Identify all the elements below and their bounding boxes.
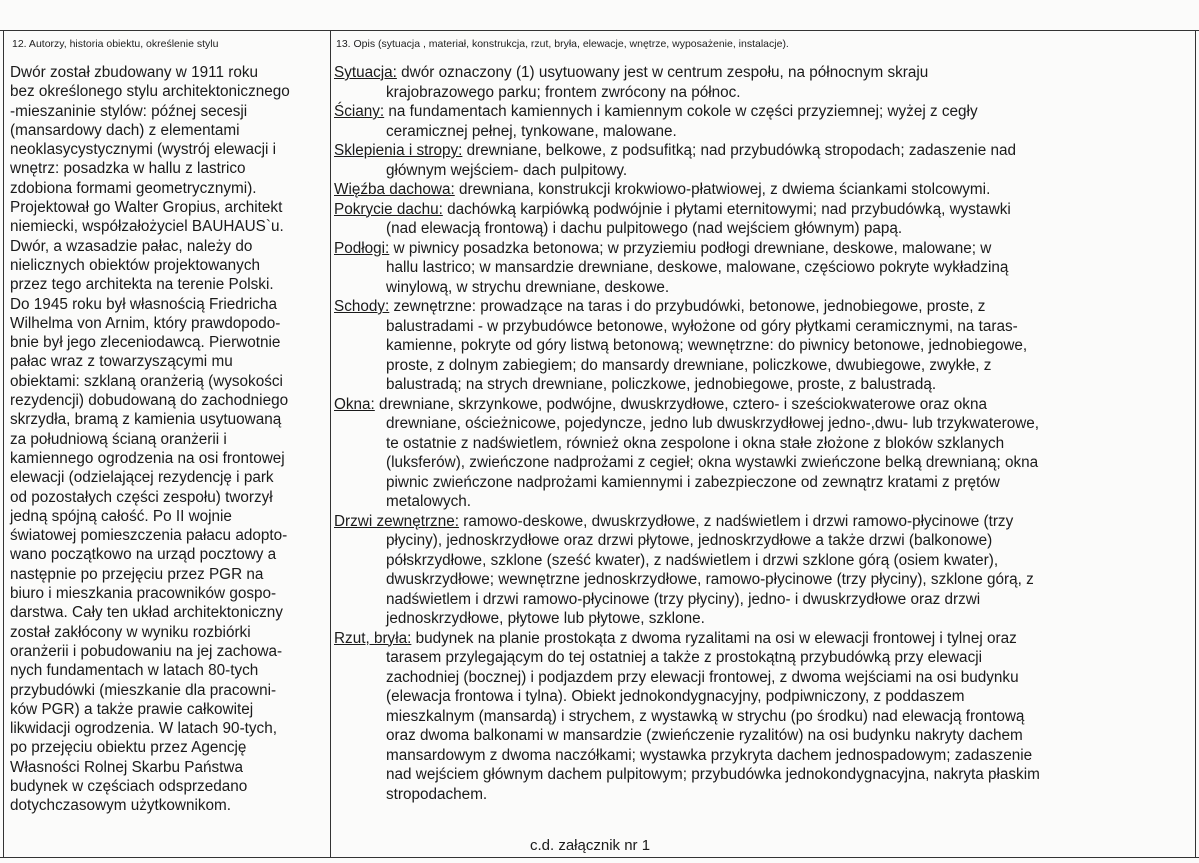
history-line: światowej pomieszczenia pałacu adopto- (10, 527, 288, 545)
entry-text: mieszkalnym (mansardą) i strychem, z wystawką w strychu (po środku) nad elewacją frontową (386, 707, 1025, 725)
entry-label: Sklepienia i stropy: (334, 142, 463, 159)
description-line (334, 590, 1194, 610)
description-line (334, 531, 1194, 551)
description-line (334, 83, 1194, 103)
entry-text: jednoskrzydłowe, płytowe lub płytowe, szklone. (386, 610, 705, 627)
history-line: skrzydła, bramą z kamienia usytuowaną (10, 411, 282, 429)
history-line: -mieszaninie stylów: późnej secesji (10, 102, 248, 120)
entry-text: zachodniej (bocznej) i podjazdem przy elewacji frontowej, z dwoma wejściami na osi budynku (386, 668, 1019, 686)
description-entry (334, 141, 1194, 161)
description-line (334, 473, 1194, 493)
entry-text: nadświetlem i drzwi ramowo-płycinowe (trzy płyciny), jedno- i dwuskrzydłowe oraz drzwi (386, 590, 981, 608)
entry-text: krajobrazowego parku; frontem zwrócony na północ. (386, 83, 741, 101)
description-line (334, 258, 1194, 278)
description-entry (334, 200, 1194, 220)
column-divider (330, 30, 331, 858)
entry-text: ceramicznej pełnej, tynkowane, malowane. (386, 122, 677, 140)
entry-text: w piwnicy posadzka betonowa; w przyziemiu podłogi drewniane, deskowe, malowane; w (389, 239, 992, 257)
description-line (334, 336, 1194, 356)
history-line: likwidacji ogrodzenia. W latach 90-tych, (10, 720, 277, 738)
description-entry (334, 180, 1194, 200)
entry-label: Drzwi zewnętrzne: (334, 512, 459, 530)
description-entry (334, 297, 1194, 317)
history-line: bnie był jego zleceniodawcą. Pierwotnie (10, 334, 281, 352)
history-line: jedną spójną całość. Po II wojnie (10, 507, 232, 525)
history-line: nielicznych obiektów projektowanych (10, 256, 260, 274)
description-line (334, 609, 1194, 629)
history-text (10, 63, 328, 816)
description-line (334, 278, 1194, 298)
section-13-header: 13. Opis (sytuacja , materiał, konstrukcja, rzut, bryła, elewacje, wnętrze, wyposażenie, instalacje). (336, 38, 789, 50)
entry-label: Schody: (334, 298, 390, 315)
entry-text: (luksferów), zwieńczone nadprożami z cegieł; okna wystawki zwieńczone belką drewnianą; okna (386, 454, 1039, 471)
history-line: (mansardowy dach) z elementami (10, 121, 240, 139)
history-line: za południową ścianą oranżerii i (10, 430, 227, 448)
history-line: bez określonego stylu architektonicznego (10, 83, 290, 101)
history-line: budynek w częściach odsprzedano (10, 777, 248, 795)
description-line (334, 551, 1194, 571)
description-text (334, 63, 1194, 804)
entry-label: Ściany: (334, 103, 385, 120)
entry-label: Pokrycie dachu: (334, 200, 443, 218)
history-line: Dwór, a wzasadzie pałac, należy do (10, 237, 253, 255)
description-entry (334, 629, 1194, 649)
entry-text: zewnętrzne: prowadzące na taras i do przybudówki, betonowe, jednobiegowe, proste, z (389, 298, 986, 315)
section-12-header: 12. Autorzy, historia obiektu, określenie stylu (12, 38, 219, 50)
description-line (334, 434, 1194, 454)
entry-text: dwór oznaczony (1) usytuowany jest w centrum zespołu, na północnym skraju (396, 64, 929, 81)
continuation-note: c.d. załącznik nr 1 (530, 837, 651, 854)
description-line (334, 648, 1194, 668)
description-line (334, 785, 1194, 805)
entry-text: oraz dwoma balkonami w mansardzie (zwieńczenie ryzalitów) na osi budynku nakryty dachem (386, 727, 1023, 744)
entry-text: dwuskrzydłowe; wewnętrzne jednoskrzydłowe, ramowo-płycinowe (trzy płyciny), szklone górą, z (386, 571, 1034, 588)
entry-label: Podłogi: (334, 239, 390, 257)
entry-text: półskrzydłowe, szklone (sześć kwater), z nadświetlem i drzwi szklone górą (osiem kwater), (386, 551, 999, 569)
entry-text: metalowych. (386, 493, 472, 510)
history-line: wano początkowo na urząd pocztowy a (10, 546, 277, 564)
description-line (334, 726, 1194, 746)
history-line: został zakłócony w wyniku rozbiórki (10, 623, 251, 641)
history-line: obiektami: szklaną oranżerią (wysokości (10, 372, 283, 390)
description-line (334, 707, 1194, 727)
description-line (334, 414, 1194, 434)
history-line: pałac wraz z towarzyszącymi mu (10, 353, 233, 371)
entry-text: budynek na planie prostokąta z dwoma ryzalitami na osi w elewacji frontowej i tylnej oraz (411, 629, 1017, 647)
description-line (334, 746, 1194, 766)
entry-text: dachówką karpiówką podwójnie i płytami eternitowymi; nad przybudówką, wystawki (442, 200, 1011, 218)
entry-text: piwnic zwieńczone nadprożami kamiennymi i zabezpieczone od zewnątrz kratami z prętów (386, 473, 1000, 491)
entry-label: Okna: (334, 395, 375, 413)
entry-text: hallu lastrico; w mansardzie drewniane, deskowe, malowane, częściowo pokryte wykładziną (386, 259, 1009, 276)
entry-label: Sytuacja: (334, 64, 397, 81)
entry-text: (elewacja frontowa i tylna). Obiekt jednokondygnacyjny, podpiwniczony, z poddaszem (386, 688, 965, 705)
history-line: biuro i mieszkania pracowników gospo- (10, 585, 277, 603)
entry-text: (nad elewacją frontową) i dachu pulpitowego (nad wejściem głównym) papą. (386, 220, 903, 237)
history-line: Do 1945 roku był własnością Friedricha (10, 295, 277, 313)
entry-label: Więźba dachowa: (334, 181, 455, 198)
entry-text: kamienne, pokryte od góry listwą betonową; wewnętrzne: do piwnicy betonowe, jednobiegowe, (386, 337, 1028, 354)
frame-left-border (3, 30, 4, 858)
history-line: neoklasycystycznymi (wystrój elewacji i (10, 141, 277, 159)
description-entry (334, 395, 1194, 415)
description-line (334, 375, 1194, 395)
entry-text: winylową, w strychu drewniane, deskowe. (386, 278, 670, 296)
description-line (334, 317, 1194, 337)
history-line: przybudówki (mieszkanie dla pracowni- (10, 681, 277, 699)
description-entry (334, 239, 1194, 259)
history-line: zdobiona formami geometrycznymi). (10, 179, 257, 197)
entry-text: te ostatnie z nadświetlem, również okna zespolone i okna stałe złożone z bloków szklanych (386, 434, 1005, 452)
entry-text: płyciny), jednoskrzydłowe oraz drzwi płytowe, jednoskrzydłowe a także drzwi (balkonowe) (386, 532, 993, 549)
history-line: darstwa. Cały ten układ architektoniczny (10, 604, 283, 622)
history-line: Projektował go Walter Gropius, architekt (10, 199, 283, 217)
entry-text: ramowo-deskowe, dwuskrzydłowe, z nadświetlem i drzwi ramowo-płycinowe (trzy (458, 512, 1014, 530)
history-line: od pozostałych części zespołu) tworzył (10, 488, 273, 506)
history-line: Wilhelma von Arnim, który prawdopodo- (10, 314, 281, 332)
entry-text: tarasem przylegającym do tej ostatniej a także z prostokątną przybudówką przy elewacji (386, 649, 983, 666)
description-entry (334, 512, 1194, 532)
description-line (334, 492, 1194, 512)
entry-text: głównym wejściem- dach pulpitowy. (386, 161, 628, 179)
entry-text: drewniane, ościeżnicowe, pojedyncze, jedno lub dwuskrzydłowej jedno-,dwu- lub trzykwaterowe, (386, 415, 1040, 432)
description-entry (334, 102, 1194, 122)
history-line: nych fundamentach w latach 80-tych (10, 662, 259, 680)
history-line: ków PGR) a także prawie całkowitej (10, 700, 254, 718)
entry-text: proste, z dolnym zabiegiem; do mansardy drewniane, policzkowe, dwubiegowe, zwykłe, z (386, 356, 992, 374)
frame-right-border (1195, 30, 1196, 858)
history-line: Własności Rolnej Skarbu Państwa (10, 758, 243, 776)
history-line: niemiecki, współzałożyciel BAUHAUS`u. (10, 218, 284, 236)
entry-label: Rzut, bryła: (334, 629, 412, 647)
entry-text: nad wejściem głównym dachem pulpitowym; przybudówka jednokondygnacyjna, nakryta płaskim (386, 766, 1040, 783)
history-line: dotychczasowym użytkownikom. (10, 797, 232, 815)
history-line: Dwór został zbudowany w 1911 roku (10, 64, 258, 81)
entry-text: drewniana, konstrukcji krokwiowo-płatwiowej, z dwiema ściankami stolcowymi. (454, 181, 991, 198)
frame-top-border (0, 30, 1199, 31)
history-line: po przejęciu obiektu przez Agencję (10, 739, 247, 757)
history-line: rezydencji) dobudowaną do zachodniego (10, 392, 289, 410)
description-line (334, 570, 1194, 590)
frame-bottom-border (0, 857, 1199, 858)
history-line: oranżerii i pobudowaniu na jej zachowa- (10, 642, 283, 660)
history-line: przez tego architekta na terenie Polski. (10, 276, 274, 294)
description-entry (334, 63, 1194, 83)
description-line (334, 668, 1194, 688)
description-line (334, 356, 1194, 376)
history-line: kamiennego ogrodzenia na osi frontowej (10, 449, 285, 467)
entry-text: balustradami - w przybudówce betonowe, wyłożone od góry płytkami ceramicznymi, na taras- (386, 317, 1018, 335)
description-line (334, 765, 1194, 785)
entry-text: na fundamentach kamiennych i kamiennym cokole w części przyziemnej; wyżej z cegły (384, 103, 978, 120)
entry-text: stropodachem. (386, 785, 488, 803)
history-line: następnie po przejęciu przez PGR na (10, 565, 264, 583)
description-line (334, 219, 1194, 239)
entry-text: mansardowym z dwoma naczółkami; wystawka przykryta dachem jednospadowym; zadaszenie (386, 746, 1033, 764)
entry-text: balustradą; na strych drewniane, policzkowe, jednobiegowe, proste, z balustradą. (386, 376, 937, 393)
description-line (334, 161, 1194, 181)
history-line: elewacji (odzielającej rezydencję i park (10, 469, 274, 487)
description-line (334, 453, 1194, 473)
history-line: wnętrz: posadzka w hallu z lastrico (10, 160, 246, 178)
entry-text: drewniane, belkowe, z podsufitką; nad przybudówką stropodach; zadaszenie nad (462, 142, 1016, 159)
description-line (334, 122, 1194, 142)
entry-text: drewniane, skrzynkowe, podwójne, dwuskrzydłowe, cztero- i sześciokwaterowe oraz okna (374, 395, 987, 413)
description-line (334, 687, 1194, 707)
